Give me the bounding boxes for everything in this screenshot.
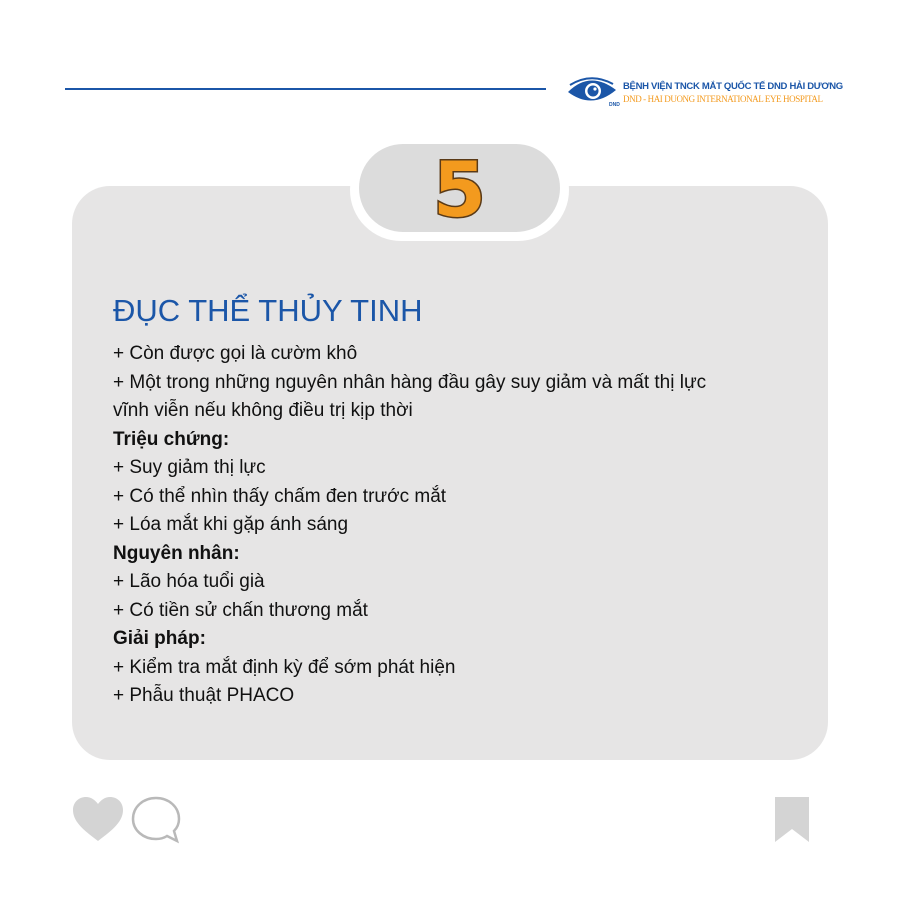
header-divider-line	[65, 88, 546, 90]
eye-logo-icon	[566, 76, 620, 108]
logo-name-en: DND - HAI DUONG INTERNATIONAL EYE HOSPITAL	[623, 94, 823, 104]
content-line: vĩnh viễn nếu không điều trị kịp thời	[113, 400, 413, 421]
content-line: + Lão hóa tuổi già	[113, 571, 265, 592]
content-line: + Kiểm tra mắt định kỳ để sớm phát hiện	[113, 656, 456, 678]
content-line: + Lóa mắt khi gặp ánh sáng	[113, 514, 349, 535]
section-heading-symptoms: Triệu chứng:	[113, 428, 230, 450]
section-heading-solutions: Giải pháp:	[113, 628, 206, 649]
number-badge	[359, 144, 560, 232]
card-content	[113, 292, 803, 711]
card-number: 5	[433, 145, 486, 232]
content-line: + Một trong những nguyên nhân hàng đầu gây suy giảm và mất thị lực	[113, 371, 707, 393]
hospital-logo	[566, 76, 843, 108]
content-line: + Có thể nhìn thấy chấm đen trước mắt	[113, 485, 447, 507]
section-heading-causes: Nguyên nhân:	[113, 542, 240, 564]
content-line: + Suy giảm thị lực	[113, 457, 266, 478]
comment-bubble-icon[interactable]	[131, 796, 181, 844]
content-line: + Còn được gọi là cườm khô	[113, 343, 358, 364]
bookmark-icon[interactable]	[775, 797, 809, 843]
card-title: ĐỤC THỂ THỦY TINH	[113, 293, 423, 328]
logo-mark-text: DND	[609, 102, 620, 108]
logo-name-vi: BỆNH VIỆN TNCK MẮT QUỐC TẾ DND HẢI DƯƠNG	[623, 81, 843, 92]
heart-icon[interactable]	[72, 797, 124, 843]
content-line: + Phẫu thuật PHACO	[113, 685, 295, 706]
content-line: + Có tiền sử chấn thương mắt	[113, 599, 368, 621]
